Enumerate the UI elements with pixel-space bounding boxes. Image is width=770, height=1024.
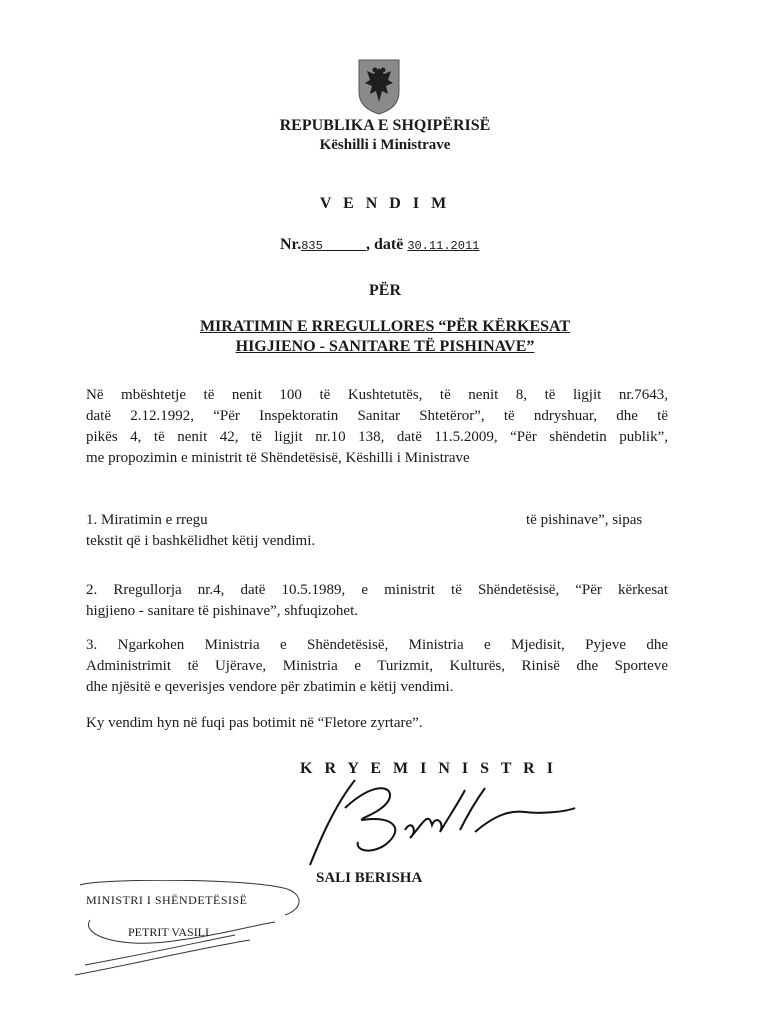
date-label: , datë <box>366 236 404 253</box>
prime-minister-title: K R Y E M I N I S T R I <box>300 760 557 777</box>
date-value: 30.11.2011 <box>407 239 480 253</box>
nr-label: Nr. <box>280 236 302 253</box>
item3-line: 3. Ngarkohen Ministria e Shëndetësisë, Ministria e Mjedisit, Pyjeve dhe <box>86 637 668 653</box>
preamble-line: datë 2.12.1992, “Për Inspektoratin Sanitar Shtetëror”, të ndryshuar, dhe të <box>86 408 668 424</box>
decision-number-line <box>280 236 479 254</box>
item2-paragraph <box>86 580 668 622</box>
minister-name: PETRIT VASILI <box>128 925 210 939</box>
item1-text-left: 1. Miratimin e rregu <box>86 512 208 528</box>
minister-title: MINISTRI I SHËNDETËSISË <box>86 893 248 907</box>
item1-text-right: të pishinave”, sipas <box>526 512 643 528</box>
item2-line: 2. Rregullorja nr.4, datë 10.5.1989, e ministrit të Shëndetësisë, “Për kërkesat <box>86 582 668 598</box>
republic-heading: REPUBLIKA E SHQIPËRISË <box>279 117 491 134</box>
item3-paragraph <box>86 635 668 698</box>
council-heading: Këshilli i Ministrave <box>319 137 451 153</box>
prime-minister-name: SALI BERISHA <box>316 870 423 886</box>
albanian-emblem-icon <box>356 58 402 116</box>
preamble-paragraph <box>86 385 668 469</box>
preamble-line: me propozimin e ministrit të Shëndetësisë, Këshilli i Ministrave <box>86 450 470 466</box>
item3-line: Administrimit të Ujërave, Ministria e Turizmit, Kulturës, Rinisë dhe Sporteve <box>86 658 668 674</box>
closing-paragraph: Ky vendim hyn në fuqi pas botimit në “Fletore zyrtare”. <box>86 715 423 731</box>
nr-value: 835 <box>301 239 323 253</box>
item2-line: higjieno - sanitare të pishinave”, shfuqizohet. <box>86 603 358 619</box>
subject-line-1: MIRATIMIN E RREGULLORES “PËR KËRKESAT <box>199 318 571 335</box>
per-heading: PËR <box>369 282 401 299</box>
decision-title: V E N D I M <box>319 195 451 212</box>
item1-text-line2: tekstit që i bashkëlidhet këtij vendimi. <box>86 533 316 549</box>
item3-line: dhe njësitë e qeverisjes vendore për zbatimin e këtij vendimi. <box>86 679 454 695</box>
prime-minister-signature <box>300 770 600 870</box>
subject-title <box>0 317 770 357</box>
preamble-line: pikës 4, të nenit 42, të ligjit nr.10 138, datë 11.5.2009, “Për shëndetin publik”, <box>86 429 668 445</box>
preamble-line: Në mbështetje të nenit 100 të Kushtetutës, të nenit 8, të ligjit nr.7643, <box>86 387 668 403</box>
subject-line-2: HIGJIENO - SANITARE TË PISHINAVE” <box>235 338 535 355</box>
